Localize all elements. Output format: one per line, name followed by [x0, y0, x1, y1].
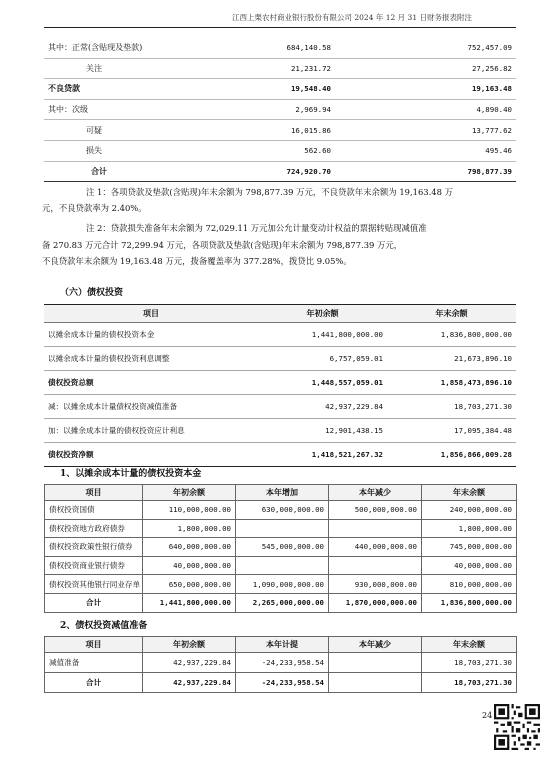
loan-classification-table: [44, 38, 516, 182]
row-label: 债权投资国债: [45, 501, 143, 520]
subsection-title-principal: 1、以摊余成本计量的债权投资本金: [60, 469, 202, 479]
begin-value: 562.60: [154, 140, 335, 161]
col-header-decrease: 本年减少: [329, 637, 422, 653]
col-header-item: 项目: [45, 637, 143, 653]
row-label: 其中：次级: [44, 99, 154, 120]
row-label: 损失: [44, 140, 154, 161]
impairment-table: [44, 636, 517, 693]
table-row: [44, 419, 516, 443]
row-label: 减：以摊余成本计量债权投资减值准备: [44, 395, 258, 419]
table-row: [44, 79, 516, 100]
section-title-debt-investment: （六）债权投资: [60, 288, 124, 298]
begin-value: 16,015.86: [154, 120, 335, 141]
row-label: 以摊余成本计量的债权投资本金: [44, 323, 258, 347]
col-header-begin: 年初余额: [143, 485, 236, 501]
table-row: [44, 323, 516, 347]
col-header-provision: 本年计提: [236, 637, 329, 653]
begin-value: 21,231.72: [154, 58, 335, 79]
col-header-item: 项目: [45, 485, 143, 501]
table-row: [44, 140, 516, 161]
begin-value: 724,920.70: [154, 161, 335, 182]
table-row: [44, 443, 516, 467]
row-label: 合计: [44, 161, 154, 182]
table-row: [45, 653, 517, 673]
value-cell: -24,233,958.54: [236, 673, 329, 693]
end-value: 1,836,800,000.00: [387, 323, 516, 347]
col-header-end: 年末余额: [422, 637, 517, 653]
value-cell: 650,000,000.00: [143, 575, 236, 594]
end-value: 27,256.82: [335, 58, 516, 79]
table-row: [44, 38, 516, 58]
value-cell: [329, 673, 422, 693]
value-cell: 18,703,271.30: [422, 673, 517, 693]
value-cell: 40,000,000.00: [422, 556, 517, 575]
loan-notes: [42, 184, 514, 269]
value-cell: [329, 653, 422, 673]
value-cell: 42,937,229.84: [143, 673, 236, 693]
value-cell: 240,000,000.00: [422, 501, 517, 520]
value-cell: 2,265,000,000.00: [236, 593, 329, 612]
row-label: 关注: [44, 58, 154, 79]
begin-value: 42,937,229.84: [258, 395, 387, 419]
subsection-title-impairment: 2、债权投资减值准备: [60, 621, 148, 631]
value-cell: 110,000,000.00: [143, 501, 236, 520]
end-value: 19,163.48: [335, 79, 516, 100]
value-cell: 745,000,000.00: [422, 538, 517, 557]
begin-value: 6,757,059.01: [258, 347, 387, 371]
table-row: [44, 99, 516, 120]
end-value: 798,877.39: [335, 161, 516, 182]
note2-line2: 备 270.83 万元合计 72,299.94 万元，各项贷款及垫款(含贴现)年末余额为 798,877.39 万元，: [42, 239, 403, 250]
value-cell: 18,703,271.30: [422, 653, 517, 673]
begin-value: 1,418,521,267.32: [258, 443, 387, 467]
value-cell: 40,000,000.00: [143, 556, 236, 575]
begin-value: 684,140.58: [154, 38, 335, 58]
begin-value: 19,548.40: [154, 79, 335, 100]
end-value: 495.46: [335, 140, 516, 161]
header-divider: [44, 27, 516, 28]
note1-line2: 元，不良贷款率为 2.40%。: [42, 203, 147, 214]
value-cell: [329, 556, 422, 575]
table-row: [44, 120, 516, 141]
table-row: [45, 575, 517, 594]
row-label: 以摊余成本计量的债权投资利息调整: [44, 347, 258, 371]
value-cell: [236, 519, 329, 538]
page-number: 24: [482, 711, 493, 720]
value-cell: -24,233,958.54: [236, 653, 329, 673]
col-header-end: 年末余额: [422, 485, 517, 501]
value-cell: 1,090,000,000.00: [236, 575, 329, 594]
row-label: 债权投资地方政府债券: [45, 519, 143, 538]
row-label: 债权投资净额: [44, 443, 258, 467]
value-cell: 440,000,000.00: [329, 538, 422, 557]
row-label: 不良贷款: [44, 79, 154, 100]
col-header-begin: 年初余额: [258, 305, 387, 323]
note2-line3: 不良贷款年末余额为 19,163.48 万元，拨备覆盖率为 377.28%，拨贷比 9.05%。: [42, 255, 352, 266]
value-cell: [236, 556, 329, 575]
table-row: [45, 519, 517, 538]
row-label: 债权投资商业银行债券: [45, 556, 143, 575]
note2-line1: 注 2：贷款损失准备年末余额为 72,029.11 万元加公允计量变动计权益的票据转贴现减值准: [86, 223, 427, 234]
end-value: 4,890.40: [335, 99, 516, 120]
table-row: [45, 501, 517, 520]
col-header-begin: 年初余额: [143, 637, 236, 653]
value-cell: 545,000,000.00: [236, 538, 329, 557]
begin-value: 2,969.94: [154, 99, 335, 120]
value-cell: 810,000,000.00: [422, 575, 517, 594]
qr-code-icon: [494, 704, 540, 750]
end-value: 1,858,473,896.10: [387, 371, 516, 395]
value-cell: 42,937,229.84: [143, 653, 236, 673]
principal-table: [44, 484, 517, 613]
col-header-end: 年末余额: [387, 305, 516, 323]
row-label: 减值准备: [45, 653, 143, 673]
table-row: [45, 673, 517, 693]
value-cell: 640,000,000.00: [143, 538, 236, 557]
value-cell: 1,836,800,000.00: [422, 593, 517, 612]
value-cell: 630,000,000.00: [236, 501, 329, 520]
table-row: [44, 347, 516, 371]
debt-investment-table: [44, 304, 516, 467]
row-label: 加：以摊余成本计量的债权投资应计利息: [44, 419, 258, 443]
table-row: [44, 371, 516, 395]
begin-value: 1,448,557,059.01: [258, 371, 387, 395]
row-label: 可疑: [44, 120, 154, 141]
col-header-increase: 本年增加: [236, 485, 329, 501]
value-cell: 1,441,800,000.00: [143, 593, 236, 612]
value-cell: [329, 519, 422, 538]
table-row: [44, 58, 516, 79]
begin-value: 12,901,438.15: [258, 419, 387, 443]
row-label: 合计: [45, 593, 143, 612]
value-cell: 930,000,000.00: [329, 575, 422, 594]
table-row: [44, 395, 516, 419]
value-cell: 1,800,000.00: [422, 519, 517, 538]
end-value: 13,777.62: [335, 120, 516, 141]
row-label: 债权投资总额: [44, 371, 258, 395]
col-header-decrease: 本年减少: [329, 485, 422, 501]
note1-line1: 注 1：各项贷款及垫款(含贴现)年末余额为 798,877.39 万元，不良贷款年末余额为 19,163.48 万: [86, 187, 453, 197]
end-value: 752,457.09: [335, 38, 516, 58]
row-label: 债权投资其他银行同业存单: [45, 575, 143, 594]
end-value: 18,703,271.30: [387, 395, 516, 419]
end-value: 1,856,866,009.28: [387, 443, 516, 467]
end-value: 17,095,384.48: [387, 419, 516, 443]
table-row: [45, 538, 517, 557]
end-value: 21,673,896.10: [387, 347, 516, 371]
row-label: 其中：正常(含贴现及垫款): [44, 38, 154, 58]
begin-value: 1,441,800,000.00: [258, 323, 387, 347]
table-row: [45, 556, 517, 575]
value-cell: 500,000,000.00: [329, 501, 422, 520]
table-row: [44, 161, 516, 182]
page-header: 江西上栗农村商业银行股份有限公司 2024 年 12 月 31 日财务报表附注: [232, 13, 472, 22]
col-header-item: 项目: [44, 305, 258, 323]
row-label: 合计: [45, 673, 143, 693]
table-row: [45, 593, 517, 612]
value-cell: 1,800,000.00: [143, 519, 236, 538]
value-cell: 1,870,000,000.00: [329, 593, 422, 612]
row-label: 债权投资政策性银行债券: [45, 538, 143, 557]
